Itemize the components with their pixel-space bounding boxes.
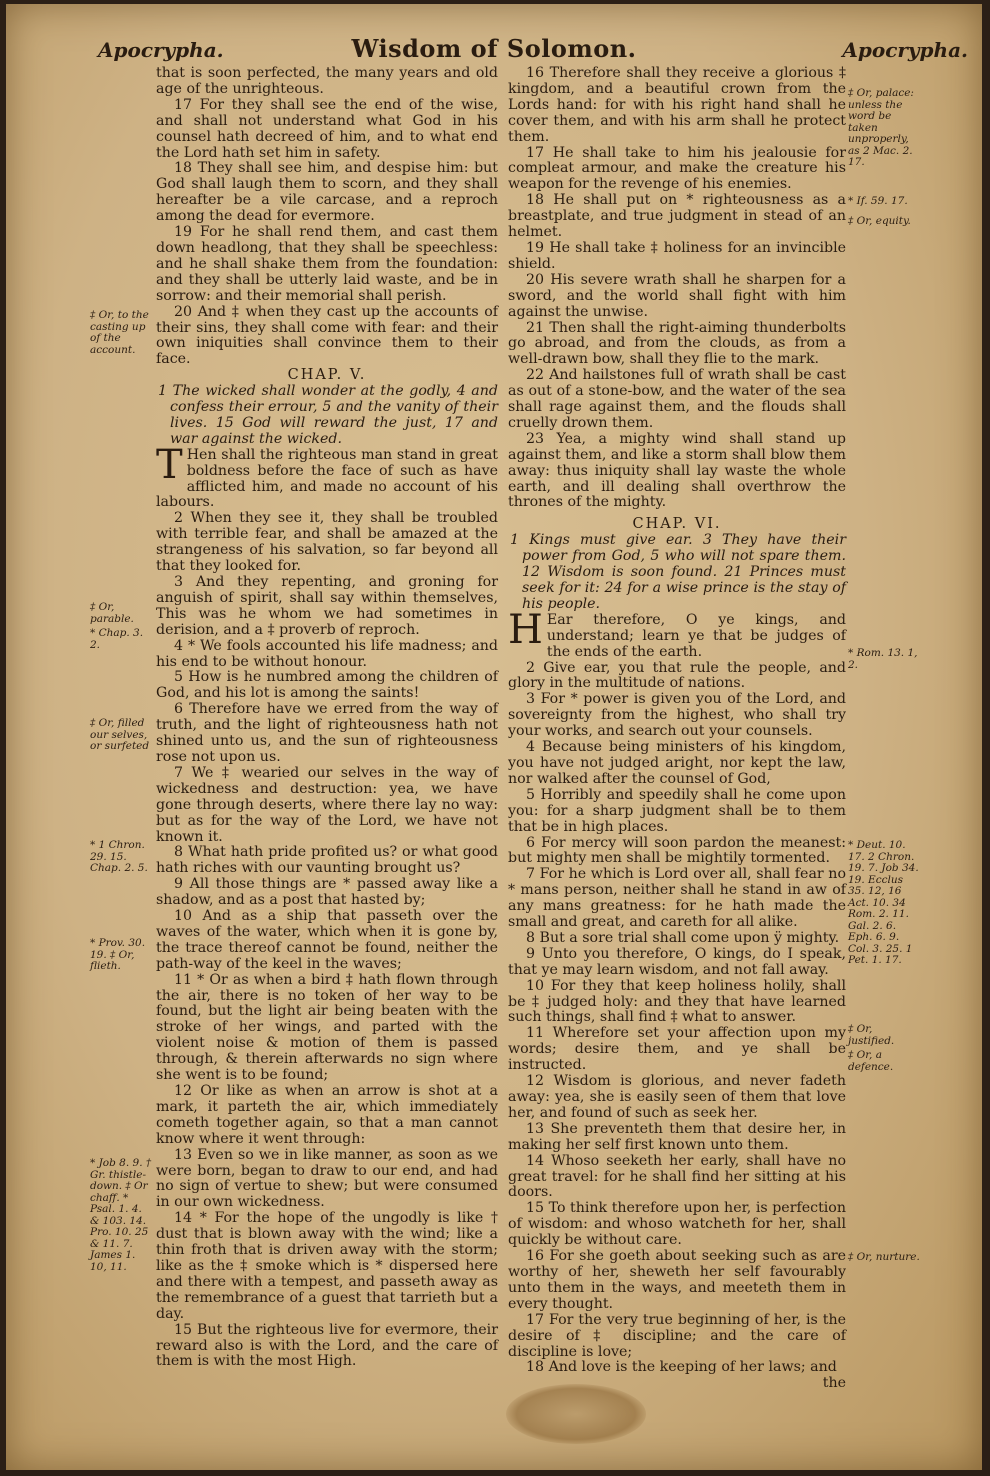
left-column xyxy=(156,66,498,1370)
verse: 11 * Or as when a bird ‡ hath flown through the air, there is no token of her way to be found, but the light air being beaten with the stroke of her wings, and parted with the violent noise & motion of them is passed through, & therein afterwards no sign where she went is to be found; xyxy=(156,971,498,1084)
margin-note: ‡ Or, parable. xyxy=(90,601,134,625)
header-title: Wisdom of Solomon. xyxy=(351,34,637,63)
catchword: the xyxy=(822,1375,846,1392)
verse: 17 For they shall see the end of the wise, and shall not understand what God in his counsel hath decreed of him, and to what end the Lord hath set him in safety. xyxy=(156,96,498,161)
verse: 21 Then shall the right-aiming thunderbolts go abroad, and from the clouds, as from a well-drawn bow, shall they flie to the mark. xyxy=(508,319,846,368)
margin-note: * Deut. 10. 17. 2 Chron. 19. 7. Job 34. 19. Ecclus 35. 12, 16 Act. 10. 34 Rom. 2. 11. Gal. 2. 6. Eph. 6. 9. Col. 3. 25. 1 Pet. 1. 17. xyxy=(848,839,919,966)
verse: 2 When they see it, they shall be troubled with terrible fear, and shall be amazed at the strangeness of his salvation, so far beyond all that they looked for. xyxy=(156,510,498,575)
chapter-heading: CHAP. VI. xyxy=(632,516,722,533)
margin-note: ‡ Or, filled our selves, or surfeted xyxy=(90,717,150,752)
drop-cap: T xyxy=(156,441,183,488)
water-stain xyxy=(506,1384,646,1444)
verse: 16 Therefore shall they receive a glorious ‡ kingdom, and a beautiful crown from the Lords hand: for with his right hand shall he cover them, and with his arm shall he protect them. xyxy=(508,65,846,145)
verse: 10 For they that keep holiness holily, shall be ‡ judged holy: and they that have learned such things, shall find ‡ what to answer. xyxy=(508,977,846,1026)
verse: that is soon perfected, the many years and old age of the unrighteous. xyxy=(156,65,498,97)
margin-note: ‡ Or, a defence. xyxy=(848,1049,894,1073)
verse: 20 His severe wrath shall he sharpen for a sword, and the world shall fight with him against the unwise. xyxy=(508,271,846,320)
verse: 4 * We fools accounted his life madness; and his end to be without honour. xyxy=(156,637,498,670)
verse: 15 But the righteous live for evermore, their reward also is with the Lord, and the care of them is with the most High. xyxy=(156,1321,498,1370)
verse: 8 What hath pride profited us? or what good hath riches with our vaunting brought us? xyxy=(156,844,498,877)
margin-note: ‡ Or, equity. xyxy=(848,215,911,227)
margin-note: * Prov. 30. 19. ‡ Or, flieth. xyxy=(90,937,146,972)
verse: 18 And love is the keeping of her laws; and xyxy=(526,1359,837,1376)
verse: 3 And they repenting, and groning for anguish of spirit, shall say within themselves, This was he whom we had sometimes in derision, and a ‡ proverb of reproch. xyxy=(156,574,498,638)
verse: 5 Horribly and speedily shall he come upon you: for a sharp judgment shall be to them that be in high places. xyxy=(508,786,846,835)
verse: 12 Or like as when an arrow is shot at a mark, it parteth the air, which immediately cometh together again, so that a man cannot know where it went through: xyxy=(156,1083,498,1147)
verse: 19 He shall take ‡ holiness for an invincible shield. xyxy=(508,239,846,272)
verse: Hen shall the righteous man stand in great boldness before the face of such as have afflicted him, and made no account of his labours. xyxy=(156,446,498,511)
margin-note: * If. 59. 17. xyxy=(848,195,908,207)
margin-note: ‡ Or, to the casting up of the account. xyxy=(90,309,149,356)
margin-note: * Job 8. 9. † Gr. thistle-down. ‡ Or chaff. * Psal. 1. 4. & 103. 14. Pro. 10. 25 & 11. 7. James 1. 10, 11. xyxy=(90,1157,152,1273)
chapter-summary: 1 The wicked shall wonder at the godly, 4 and confess their errour, 5 and the vanity of their lives. 15 God will reward the just, 17 and war against the wicked. xyxy=(158,383,498,447)
verse: 13 Even so we in like manner, as soon as we were born, began to draw to our end, and had no sign of vertue to shew; but were consumed in our own wickedness. xyxy=(156,1146,498,1211)
verse: 14 * For the hope of the ungodly is like † dust that is blown away with the wind; like a thin froth that is driven away with the storm; like as the ‡ smoke which is * dispersed here and there with a tempest, and passeth away as the remembrance of a guest that tarrieth but a day. xyxy=(156,1210,498,1322)
chapter-heading: CHAP. V. xyxy=(287,367,367,384)
verse: 6 Therefore have we erred from the way of truth, and the light of righteousness hath not shined unto us, and the sun of righteousness rose not upon us. xyxy=(156,701,498,765)
chapter-summary: 1 Kings must give ear. 3 They have their power from God, 5 who will not spare them. 12 Wisdom is soon found. 21 Princes must seek for it: 24 for a wise prince is the stay of his people. xyxy=(510,532,846,612)
verse: 9 Unto you therefore, O kings, do I speak, that ye may learn wisdom, and not fall away. xyxy=(508,945,846,978)
drop-cap: H xyxy=(508,606,543,653)
running-header xyxy=(6,34,982,64)
verse: 15 To think therefore upon her, is perfection of wisdom: and whoso watcheth for her, shall quickly be without care. xyxy=(508,1200,846,1249)
verse: 6 For mercy will soon pardon the meanest: but mighty men shall be mightily tormented. xyxy=(508,834,846,867)
verse: 11 Wherefore set your affection upon my words; desire them, and ye shall be instructed. xyxy=(508,1025,846,1074)
verse: 23 Yea, a mighty wind shall stand up against them, and like a storm shall blow them away: thus iniquity shall lay waste the whole earth, and ill dealing shall overthrow the thrones of the mighty. xyxy=(508,430,846,511)
header-right: Apocrypha. xyxy=(842,38,968,62)
verse: 7 We ‡ wearied our selves in the way of wickedness and destruction: yea, we have gone through deserts, where there lay no way: but as for the way of the Lord, we have not known it. xyxy=(156,764,498,845)
verse: 16 For she goeth about seeking such as are worthy of her, sheweth her self favourably unto them in the ways, and meeteth them in every thought. xyxy=(508,1248,846,1312)
verse: 17 For the very true beginning of her, is the desire of ‡ discipline; and the care of discipline is love; xyxy=(508,1311,846,1360)
verse: 20 And ‡ when they cast up the accounts of their sins, they shall come with fear: and their own iniquities shall convince them to their face. xyxy=(156,303,498,368)
page-sheet xyxy=(6,4,982,1470)
margin-note: ‡ Or, nurture. xyxy=(848,1251,920,1263)
verse: 10 And as a ship that passeth over the waves of the water, which when it is gone by, the trace thereof cannot be found, neither the path-way of the keel in the waves; xyxy=(156,908,498,972)
verse: 4 Because being ministers of his kingdom, you have not judged aright, nor kept the law, nor walked after the counsel of God, xyxy=(508,739,846,787)
verse: 5 How is he numbred among the children of God, and his lot is among the saints! xyxy=(156,669,498,702)
verse: 13 She preventeth them that desire her, in making her self first known unto them. xyxy=(508,1120,846,1153)
verse: 18 They shall see him, and despise him: but God shall laugh them to scorn, and they shall hereafter be a vile carcase, and a reproch among the dead for evermore. xyxy=(156,160,498,225)
verse: 22 And hailstones full of wrath shall be cast as out of a stone-bow, and the water of the sea shall rage against them, and the flouds shall cruelly drown them. xyxy=(508,367,846,431)
margin-note: ‡ Or, palace: unless the word be taken unproperly, as 2 Mac. 2. 17. xyxy=(848,87,914,168)
verse: 7 For he which is Lord over all, shall fear no * mans person, neither shall he stand in aw of any mans greatness: for he hath made the small and great, and careth for all alike. xyxy=(508,866,846,931)
verse: 2 Give ear, you that rule the people, and glory in the multitude of nations. xyxy=(508,659,846,692)
margin-note: ‡ Or, justified. xyxy=(848,1023,895,1047)
verse: 18 He shall put on * righteousness as a breastplate, and true judgment in stead of an helmet. xyxy=(508,192,846,241)
verse: 9 All those things are * passed away like a shadow, and as a post that hasted by; xyxy=(156,876,498,909)
margin-note: * Chap. 3. 2. xyxy=(90,627,144,651)
verse: 14 Whoso seeketh her early, shall have no great travel: for he shall find her sitting at his doors. xyxy=(508,1152,846,1201)
margin-note: * Rom. 13. 1, 2. xyxy=(848,647,918,671)
header-left: Apocrypha. xyxy=(98,38,224,62)
margin-note: * 1 Chron. 29. 15. Chap. 2. 5. xyxy=(90,839,148,874)
verse: Ear therefore, O ye kings, and understand; learn ye that be judges of the ends of the earth. xyxy=(546,611,846,660)
verse: 8 But a sore trial shall come upon ÿ mighty. xyxy=(526,929,840,946)
verse: 3 For * power is given you of the Lord, and sovereignty from the highest, who shall try your works, and search out your counsels. xyxy=(508,691,846,740)
verse: 12 Wisdom is glorious, and never fadeth away: yea, she is easily seen of them that love her, and found of such as seek her. xyxy=(508,1073,846,1121)
verse: 19 For he shall rend them, and cast them down headlong, that they shall be speechless: and he shall shake them from the foundation: and they shall be utterly laid waste, and be in sorrow: and their memorial shall perish. xyxy=(156,224,498,304)
right-column xyxy=(508,66,846,1392)
verse: 17 He shall take to him his jealousie for compleat armour, and make the creature his weapon for the revenge of his enemies. xyxy=(508,144,846,193)
